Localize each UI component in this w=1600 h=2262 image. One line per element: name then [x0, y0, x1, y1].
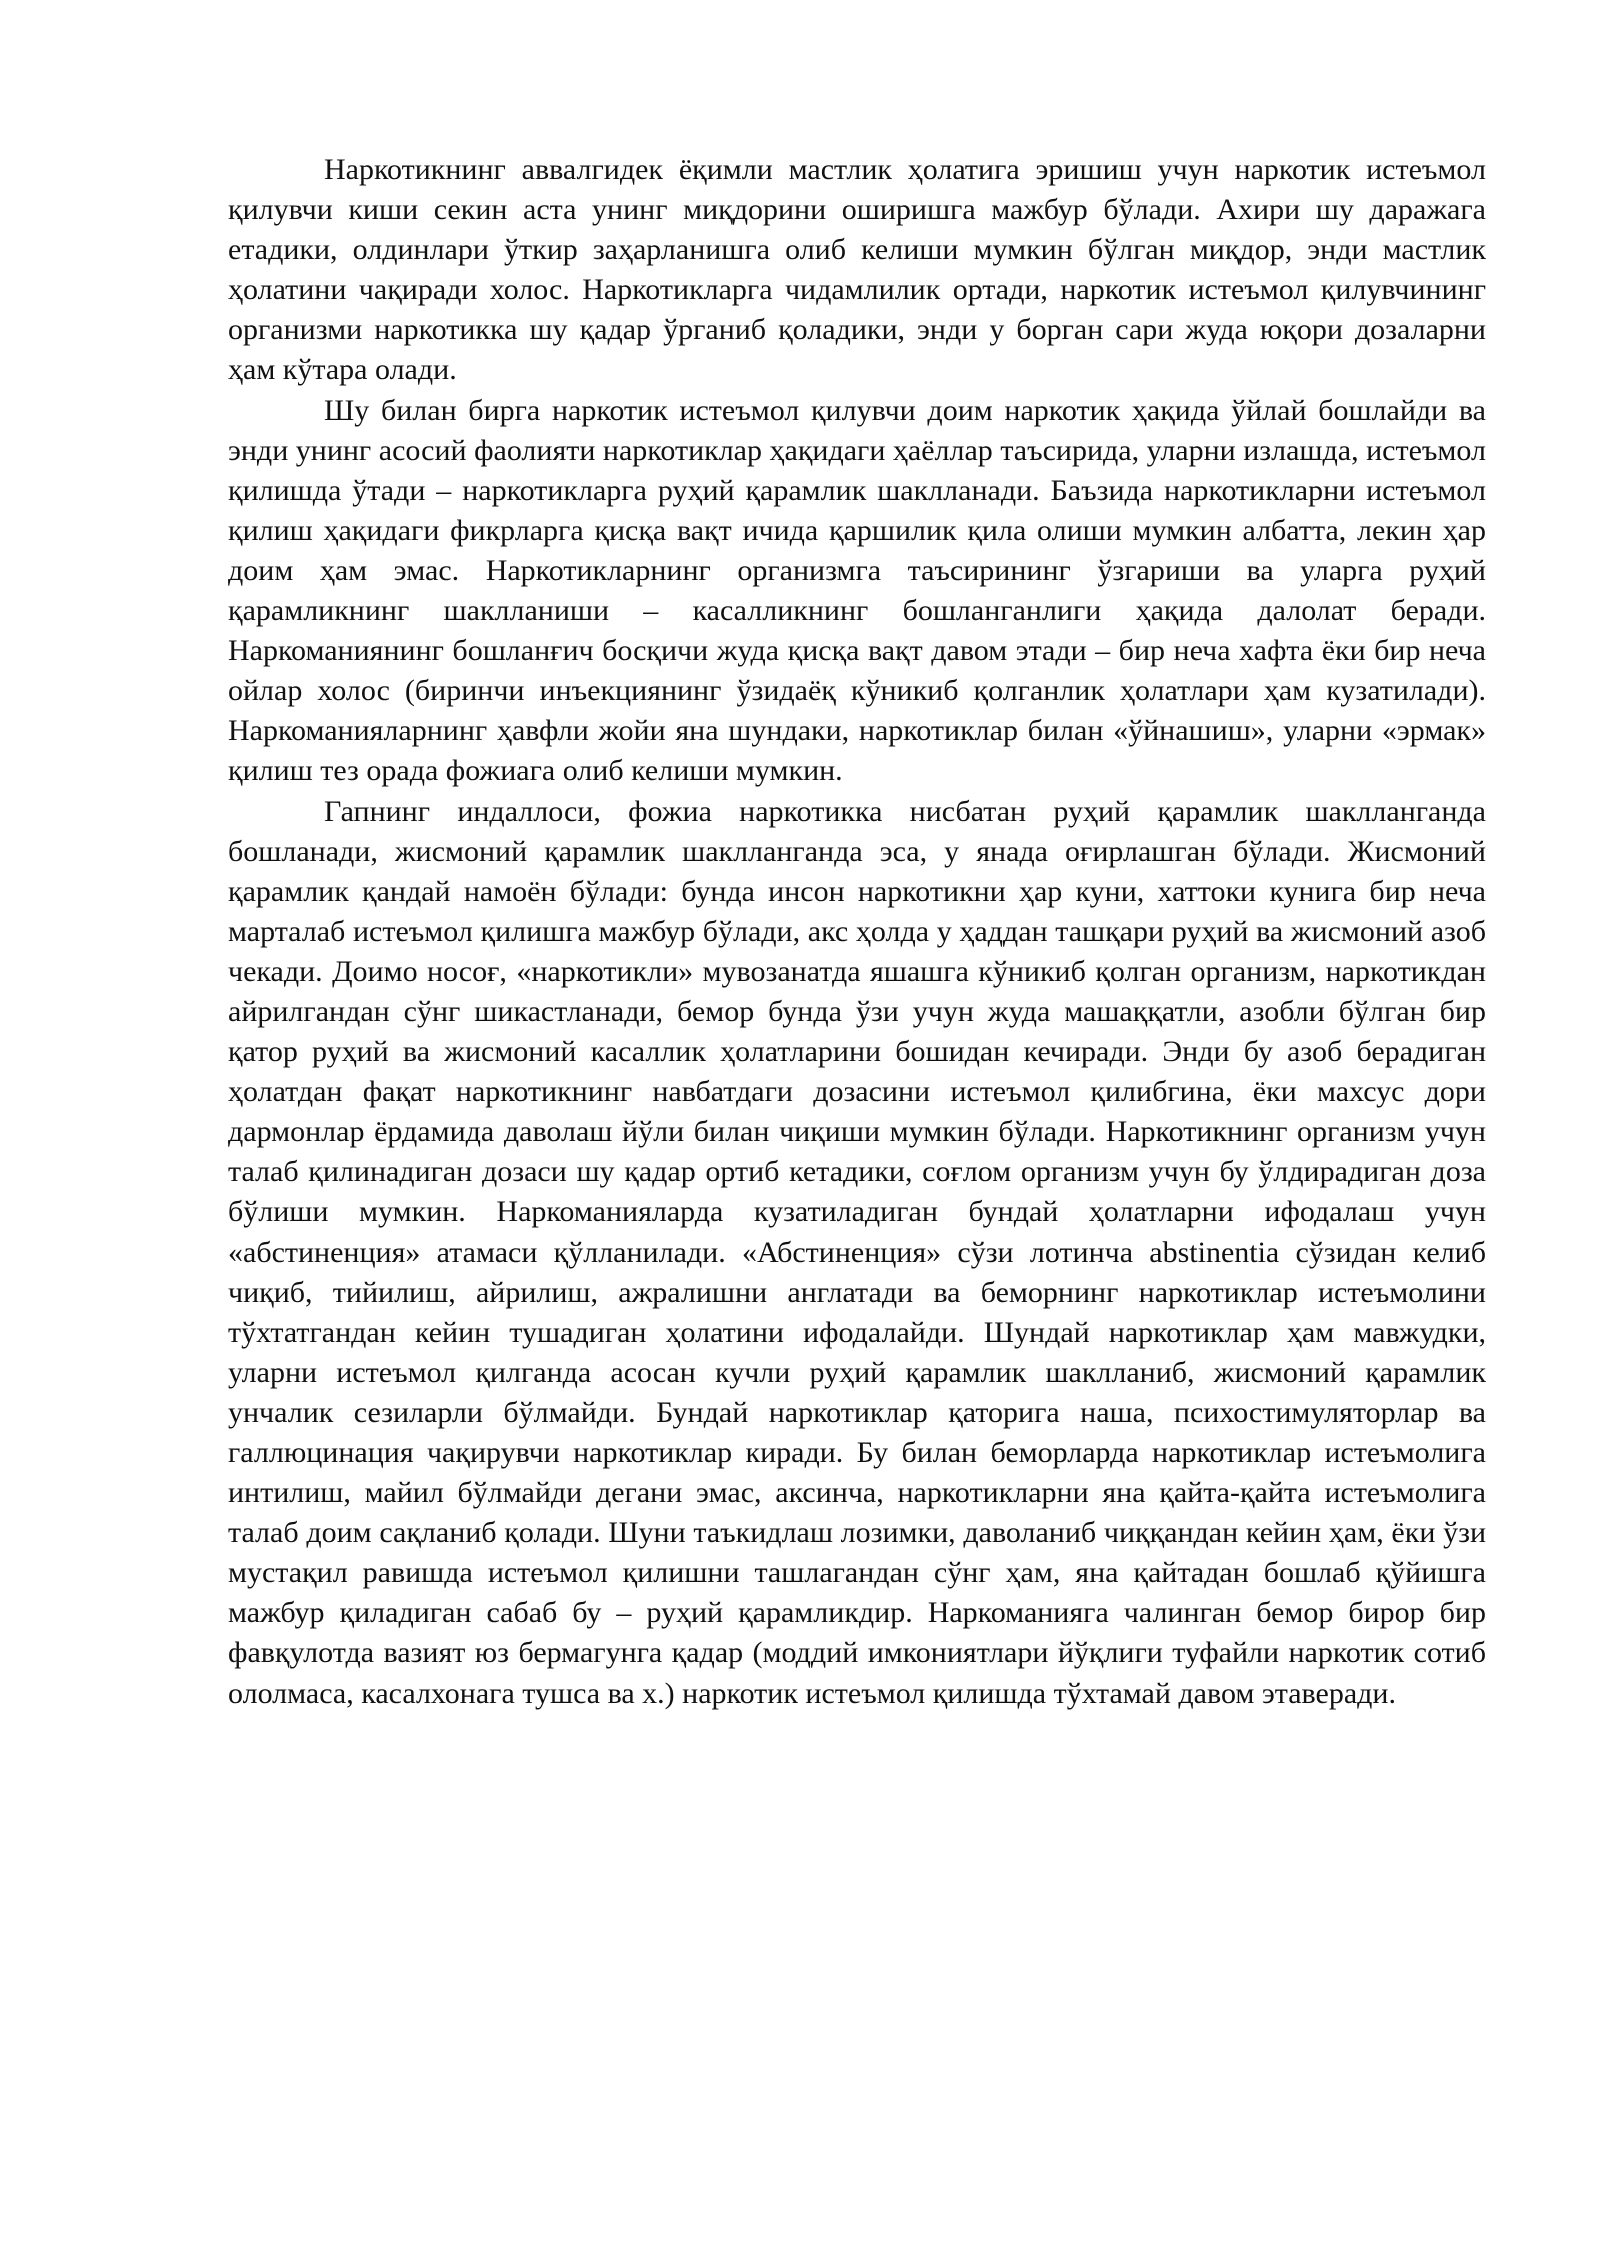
paragraph-psychological-dependence: Шу билан бирга наркотик истеъмол қилувчи доим наркотик ҳақида ўйлай бошлайди ва энди унинг асосий фаолияти наркотиклар ҳақидаги ҳаёллар таъсирида, уларни излашда, истеъмол қилишда ўтади – наркотикларга руҳий қарамлик шаклланади. Баъзида наркотикларни истеъмол қилиш ҳақидаги фикрларга қисқа вақт ичида қаршилик қила олиши мумкин албатта, лекин ҳар доим ҳам эмас. Наркотикларнинг организмга таъсирининг ўзгариши ва уларга руҳий қарамликнинг шаклланиши – касалликнинг бошланганлиги ҳақида далолат беради. Наркоманиянинг бошланғич босқичи жуда қисқа вақт давом этади – бир неча хафта ёки бир неча ойлар холос (биринчи инъекциянинг ўзидаёқ кўникиб қолганлик ҳолатлари ҳам кузатилади). Наркоманияларнинг ҳавфли жойи яна шундаки, наркотиклар билан «ўйнашиш», уларни «эрмак» қилиш тез орада фожиага олиб келиши мумкин. — [228, 393, 1486, 788]
paragraph-tolerance: Наркотикнинг аввалгидек ёқимли мастлик ҳолатига эришиш учун наркотик истеъмол қилувчи киши секин аста унинг миқдорини оширишга мажбур бўлади. Ахири шу даражага етадики, олдинлари ўткир заҳарланишга олиб келиши мумкин бўлган миқдор, энди мастлик ҳолатини чақиради холос. Наркотикларга чидамлилик ортади, наркотик истеъмол қилувчининг организми наркотикка шу қадар ўрганиб қоладики, энди у борган сари жуда юқори дозаларни ҳам кўтара олади. — [228, 153, 1486, 387]
document-body — [228, 150, 1486, 1714]
paragraph-physical-dependence: Гапнинг индаллоси, фожиа наркотикка нисбатан руҳий қарамлик шаклланганда бошланади, жисмоний қарамлик шаклланганда эса, у янада оғирлашган бўлади. Жисмоний қарамлик қандай намоён бўлади: бунда инсон наркотикни ҳар куни, хаттоки кунига бир неча марталаб истеъмол қилишга мажбур бўлади, акс ҳолда у ҳаддан ташқари руҳий ва жисмоний азоб чекади. Доимо носоғ, «наркотикли» мувозанатда яшашга кўникиб қолган организм, наркотикдан айрилгандан сўнг шикастланади, бемор бунда ўзи учун жуда машаққатли, азобли бўлган бир қатор руҳий ва жисмоний касаллик ҳолатларини бошидан кечиради. Энди бу азоб берадиган ҳолатдан фақат наркотикнинг навбатдаги дозасини истеъмол қилибгина, ёки махсус дори дармонлар ёрдамида даволаш йўли билан чиқиши мумкин бўлади. Наркотикнинг организм учун талаб қилинадиган дозаси шу қадар ортиб кетадики, соғлом организм учун бу ўлдирадиган доза бўлиши мумкин. Наркоманияларда кузатиладиган бундай ҳолатларни ифодалаш учун «абстиненция» атамаси қўлланилади. «Абстиненция» сўзи лотинча abstinentia сўзидан келиб чиқиб, тийилиш, айрилиш, ажралишни англатади ва беморнинг наркотиклар истеъмолини тўхтатгандан кейин тушадиган ҳолатини ифодалайди. Шундай наркотиклар ҳам мавжудки, уларни истеъмол қилганда асосан кучли руҳий қарамлик шаклланиб, жисмоний қарамлик унчалик сезиларли бўлмайди. Бундай наркотиклар қаторига наша, психостимуляторлар ва галлюцинация чақирувчи наркотиклар киради. Бу билан беморларда наркотиклар истеъмолига интилиш, майил бўлмайди дегани эмас, аксинча, наркотикларни яна қайта-қайта истеъмолига талаб доим сақланиб қолади. Шуни таъкидлаш лозимки, даволаниб чиққандан кейин ҳам, ёки ўзи мустақил равишда истеъмол қилишни ташлагандан сўнг ҳам, яна қайтадан бошлаб қўйишга мажбур қиладиган сабаб бу – руҳий қарамликдир. Наркоманияга чалинган бемор бирор бир фавқулотда вазият юз бермагунга қадар (моддий имкониятлари йўқлиги туфайли наркотик сотиб ололмаса, касалхонага тушса ва х.) наркотик истеъмол қилишда тўхтамай давом этаверади. — [228, 794, 1486, 1710]
